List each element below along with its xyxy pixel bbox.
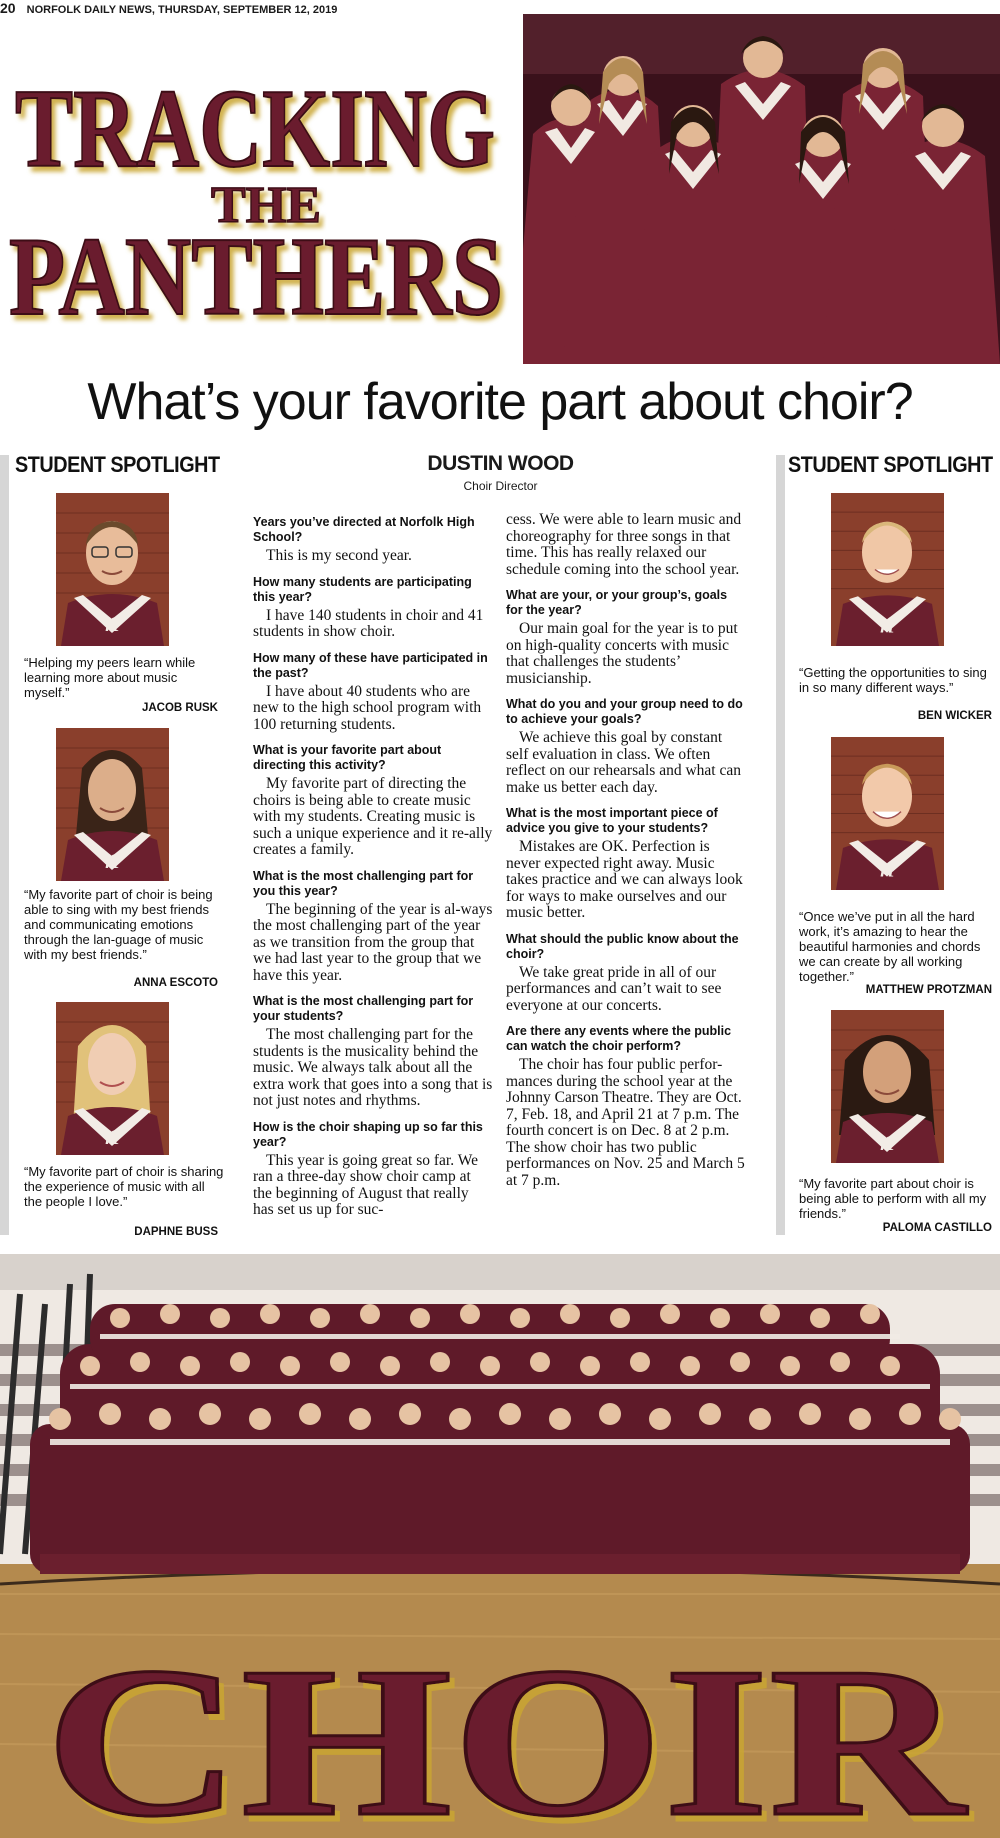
qa-answer: Our main goal for the year is to put on high-quality concerts with music that challenges the students’ musicianship. — [506, 620, 738, 687]
qa-question: How many of these have participated in the past? — [253, 650, 488, 680]
svg-text:n: n — [104, 605, 120, 638]
qa-answer: I have about 40 students who are new to the high school program with 100 returning students. — [253, 682, 482, 733]
masthead-line1: TRACKING — [15, 67, 495, 191]
qa-answer: The beginning of the year is al-ways the most challenging part of the year as we transition from the group that we had last year to the group that we have this year. — [253, 900, 493, 984]
choir-group — [30, 1304, 970, 1574]
qa-question: What is the most important piece of advice you give to your students? — [506, 806, 718, 835]
svg-text:n: n — [104, 842, 120, 875]
quote-matthew-protzman: “Once we’ve put in all the hard work, it’s amazing to hear the beautiful harmonies and chords we can create by all working together.” — [799, 909, 981, 984]
folio — [0, 0, 337, 14]
qa-question: Are there any events where the public can watch the choir perform? — [506, 1024, 732, 1053]
quote-paloma-castillo: “My favorite part about choir is being able to perform with all my friends.” — [799, 1176, 987, 1221]
qa-column-2 — [506, 512, 746, 1189]
choir-students-photo — [523, 14, 1000, 364]
qa-question: How is the choir shaping up so far this year? — [253, 1119, 483, 1149]
svg-text:n: n — [879, 1124, 895, 1157]
portrait-paloma-castillo — [831, 1010, 944, 1163]
masthead-line3: PANTHERS — [9, 215, 503, 332]
right-column-rule — [776, 455, 785, 1235]
masthead-line2: THE — [211, 177, 321, 234]
name-paloma-castillo: PALOMA CASTILLO — [882, 1222, 992, 1234]
portrait-daphne-buss — [56, 1002, 169, 1155]
qa-question: What are your, or your group’s, goals for the year? — [506, 588, 728, 617]
right-spotlight-heading: STUDENT SPOTLIGHT — [788, 452, 993, 477]
portrait-anna-escoto — [56, 728, 169, 881]
dateline: NORFOLK DAILY NEWS, THURSDAY, SEPTEMBER 12, 2019 — [26, 4, 338, 16]
director-name: DUSTIN WOOD — [427, 452, 574, 475]
left-spotlight-heading: STUDENT SPOTLIGHT — [15, 452, 220, 477]
qa-question: How many students are participating this year? — [253, 574, 472, 604]
name-daphne-buss: DAPHNE BUSS — [134, 1226, 218, 1238]
qa-answer: This is my second year. — [266, 547, 412, 564]
portrait-matthew-protzman — [831, 737, 944, 890]
qa-answer: The most challenging part for the students is the musicality behind the music. We always talk about all the extra work that goes into a song that is not just notes and rhythms. — [253, 1026, 493, 1109]
qa-answer: The choir has four public perfor-mances during the school year at the Johnny Carson Theatre. They are Oct. 7, Feb. 18, and April 21 at 7 p.m. The fourth concert is on Dec. 8 at 2 p.m. The show choir has two public performances on Nov. 25 and March 5 at 7 p.m. — [506, 1056, 745, 1189]
qa-column-1 — [253, 512, 493, 1219]
qa-answer: I have 140 students in choir and 41 students in show choir. — [253, 606, 484, 640]
qa-answer: We take great pride in all of our performances and can’t wait to see everyone at our concerts. — [506, 963, 722, 1014]
portrait-jacob-rusk — [56, 493, 169, 646]
qa-question: What is your favorite part about directing this activity? — [253, 743, 442, 772]
qa-question: Years you’ve directed at Norfolk High School? — [253, 515, 475, 544]
qa-answer-continued: cess. We were able to learn music and choreography for three songs in that time. This has really relaxed our schedule coming into the school year. — [506, 511, 742, 578]
svg-text:n: n — [104, 1118, 120, 1151]
svg-text:n: n — [879, 852, 895, 884]
svg-text:n: n — [879, 608, 895, 640]
full-choir-group-photo — [0, 1254, 1000, 1838]
right-student-spotlight — [788, 452, 1000, 478]
qa-question: What is the most challenging part for you this year? — [253, 868, 474, 898]
name-anna-escoto: ANNA ESCOTO — [133, 977, 218, 989]
name-jacob-rusk: JACOB RUSK — [141, 702, 218, 714]
qa-answer: We achieve this goal by constant self evaluation in class. We often reflect on our rehearsals and what can make us better each day. — [506, 729, 741, 796]
quote-daphne-buss: “My favorite part of choir is sharing the experience of music with all the people I love.” — [24, 1164, 224, 1209]
qa-answer: My favorite part of directing the choirs is being able to create music with my students. Creating music is such a unique experience and it re-ally creates a family. — [253, 775, 493, 858]
quote-anna-escoto: “My favorite part of choir is being able to sing with my best friends and communicating emotions through the lan-guage of music with my best friends.” — [24, 887, 213, 962]
name-matthew-protzman: MATTHEW PROTZMAN — [865, 984, 992, 996]
page-number: 20 — [0, 0, 16, 16]
qa-question: What is the most challenging part for your students? — [253, 994, 474, 1023]
choir-title: CHOIR — [45, 1622, 969, 1838]
page-headline: What’s your favorite part about choir? — [87, 373, 913, 431]
qa-question: What do you and your group need to do to achieve your goals? — [506, 697, 743, 726]
name-ben-wicker: BEN WICKER — [917, 710, 992, 722]
masthead-logo — [5, 62, 515, 332]
left-column-rule — [0, 455, 9, 1235]
qa-question: What should the public know about the choir? — [506, 931, 739, 961]
quote-ben-wicker: “Getting the opportunities to sing in so many different ways.” — [799, 665, 987, 695]
left-student-spotlight — [15, 452, 230, 478]
director-role: Choir Director — [463, 479, 538, 493]
qa-answer: This year is going great so far. We ran a three-day show choir camp at the beginning of August that really has set us up for suc- — [253, 1151, 478, 1218]
quote-jacob-rusk: “Helping my peers learn while learning more about music myself.” — [24, 655, 196, 700]
portrait-ben-wicker — [831, 493, 944, 646]
qa-answer: Mistakes are OK. Perfection is never expected right away. Music takes practice and we can always look for ways to make ourselves and our music better. — [506, 838, 743, 921]
